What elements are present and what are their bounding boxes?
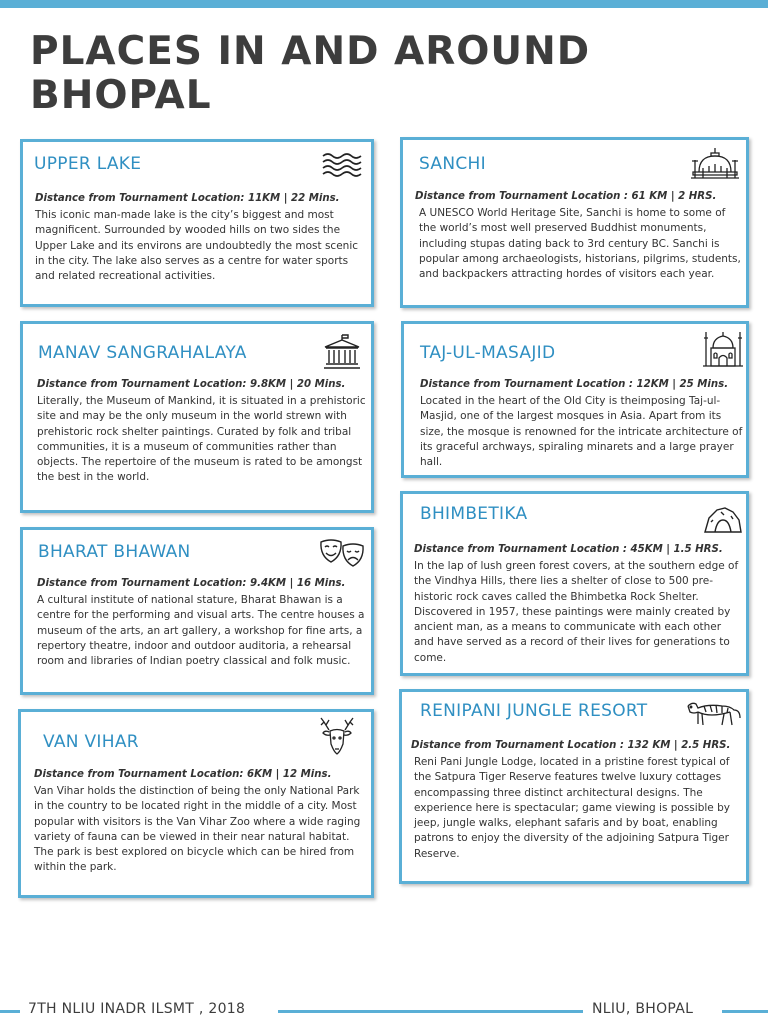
museum-icon xyxy=(323,334,361,370)
footer-line-middle xyxy=(278,1010,583,1013)
page-title: PLACES IN AND AROUND BHOPAL xyxy=(30,29,591,118)
distance-info: Distance from Tournament Location : 132 KM | 2.5 HRS. xyxy=(411,740,731,751)
tiger-icon xyxy=(686,698,742,728)
card-van-vihar xyxy=(18,709,374,898)
card-bhimbetika xyxy=(400,491,749,676)
description: Van Vihar holds the distinction of being the only National Park in the country to be located right in the middle of a city. Most popular with visitors is the Van Vihar Zoo where a wide raging variety of fauna can be viewed in their near natural habitat. The park is best explored on bicycle which can be hired from within the park. xyxy=(34,785,361,874)
card-title: BHARAT BHAWAN xyxy=(38,542,191,562)
rock-cave-icon xyxy=(703,504,743,534)
deer-head-icon xyxy=(319,716,355,756)
card-taj-ul-masajid xyxy=(401,321,749,478)
description: Located in the heart of the Old City is theimposing Taj-ul-Masjid, one of the largest mosques in Asia. Apart from its size, the mosque is renowned for the intricate architecture of its graceful archways, spiraling minarets and a large prayer hall. xyxy=(420,395,743,469)
card-upper-lake xyxy=(20,139,374,307)
card-title: VAN VIHAR xyxy=(43,732,139,752)
distance-info: Distance from Tournament Location : 45KM | 1.5 HRS. xyxy=(414,544,723,555)
distance-info: Distance from Tournament Location: 6KM | 12 Mins. xyxy=(34,769,332,780)
footer-line-left xyxy=(0,1010,20,1013)
card-title: BHIMBETIKA xyxy=(420,504,528,524)
distance-info: Distance from Tournament Location: 11KM | 22 Mins. xyxy=(35,193,340,204)
description: Reni Pani Jungle Lodge, located in a pristine forest typical of the Satpura Tiger Reserve features twelve luxury cottages encompassing three distinct architectural designs. The experience here is spectacular; game viewing is possible by jeep, jungle walks, elephant safaris and by boat, enabling patrons to enjoy the diversity of the adjoining Satpura Tiger Reserve. xyxy=(414,756,730,860)
footer-event: 7TH NLIU INADR ILSMT , 2018 xyxy=(28,1001,246,1017)
card-title: UPPER LAKE xyxy=(34,154,142,174)
distance-info: Distance from Tournament Location : 61 KM | 2 HRS. xyxy=(415,191,717,202)
top-accent-bar xyxy=(0,0,768,8)
waves-icon xyxy=(321,152,363,178)
description: In the lap of lush green forest covers, at the southern edge of the Vindhya Hills, there lies a shelter of close to 500 pre-historic rock caves called the Bhimbetka Rock Shelter. Discovered in 1957, these paintings were mainly created by ancient man, as a means to communicate with each other and have served as a record of their lives for generations to come. xyxy=(414,560,739,664)
description: Literally, the Museum of Mankind, it is situated in a prehistoric site and may be the only museum in the world strewn with prehistoric rock shelter paintings. Curated by folk and tribal communities, it is a museum of communities rather than objects. The repertoire of the museum is rated to be amongst the best in the world. xyxy=(37,395,366,484)
distance-info: Distance from Tournament Location: 9.8KM | 20 Mins. xyxy=(37,379,346,390)
footer-line-right xyxy=(722,1010,768,1013)
distance-info: Distance from Tournament Location : 12KM | 25 Mins. xyxy=(420,379,729,390)
description: This iconic man-made lake is the city’s biggest and most magnificent. Surrounded by wooded hills on two sides the Upper Lake and its environs are undoubtedly the most scenic in the city. The lake also serves as a centre for water sports and related recreational activities. xyxy=(35,209,359,283)
theatre-masks-icon xyxy=(319,536,365,572)
card-bharat-bhawan xyxy=(20,527,374,695)
card-renipani-jungle-resort xyxy=(399,689,749,884)
card-title: MANAV SANGRAHALAYA xyxy=(38,343,247,363)
description: A cultural institute of national stature, Bharat Bhawan is a centre for the performing and visual arts. The centre houses a museum of the arts, an art gallery, a workshop for fine arts, a repertory theatre, indoor and outdoor auditoria, a rehearsal room and libraries of Indian poetry classical and folk music. xyxy=(37,594,365,668)
card-title: TAJ-UL-MASAJID xyxy=(420,343,556,363)
distance-info: Distance from Tournament Location: 9.4KM | 16 Mins. xyxy=(37,578,346,589)
card-sanchi xyxy=(400,137,749,308)
card-title: RENIPANI JUNGLE RESORT xyxy=(420,701,648,721)
card-manav-sangrahalaya xyxy=(20,321,374,513)
description: A UNESCO World Heritage Site, Sanchi is home to some of the world’s most well preserved Buddhist monuments, including stupas dating back to 3rd century BC. Sanchi is popular among archaeologists, historians, pilgrims, students, and backpackers attracting hordes of visitors each year. xyxy=(419,207,741,281)
mosque-icon xyxy=(702,328,744,368)
footer-location: NLIU, BHOPAL xyxy=(592,1001,694,1017)
stupa-icon xyxy=(689,146,741,180)
card-title: SANCHI xyxy=(419,154,486,174)
